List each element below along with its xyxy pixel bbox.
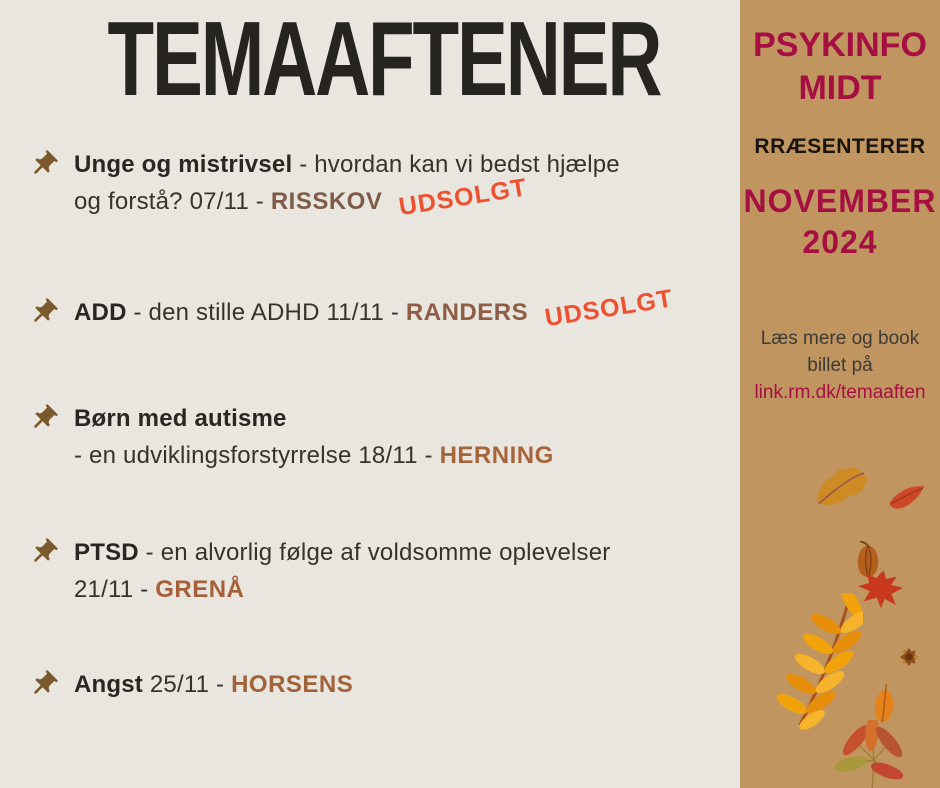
rowan-leaf xyxy=(768,593,863,736)
booking-line-2: billet på xyxy=(807,355,873,376)
small-orange-leaf xyxy=(869,683,900,730)
event-date: 21/11 - xyxy=(74,576,156,603)
sidebar xyxy=(740,0,940,788)
event-lead: PTSD xyxy=(74,539,139,566)
event-date: 25/11 - xyxy=(143,671,232,698)
event-line-1 xyxy=(74,400,554,437)
brand-name xyxy=(740,24,940,110)
page-title-text: TEMAAFTENER xyxy=(107,0,661,118)
pushpin-icon xyxy=(28,403,59,434)
page-title xyxy=(0,0,740,118)
brand-line-2: MIDT xyxy=(798,69,882,107)
pushpin-icon xyxy=(28,149,59,180)
event-lead: Børn med autisme xyxy=(74,405,287,432)
event-line-1 xyxy=(74,534,610,571)
pushpin-icon xyxy=(28,537,59,568)
sold-out-badge: UDSOLGT xyxy=(543,284,676,333)
event-item-angst xyxy=(28,666,353,703)
event-text xyxy=(74,400,554,474)
event-location: HORSENS xyxy=(231,671,354,698)
event-line-1 xyxy=(74,666,353,703)
event-line-2 xyxy=(74,173,620,222)
event-line-2 xyxy=(74,571,610,608)
event-date: og forstå? 07/11 - xyxy=(74,188,271,215)
month-line-1: NOVEMBER xyxy=(743,183,937,219)
event-location: GRENÅ xyxy=(155,576,245,603)
event-item-add xyxy=(28,284,676,333)
oak-leaf xyxy=(807,458,878,519)
event-lead: ADD xyxy=(74,299,127,326)
month-label xyxy=(740,181,940,263)
month-line-2: 2024 xyxy=(802,224,878,260)
maple-leaf xyxy=(852,564,907,617)
event-description: - en udviklingsforstyrrelse 18/11 - xyxy=(74,442,440,469)
booking-line-1: Læs mere og book xyxy=(760,328,920,349)
event-line-2 xyxy=(74,437,554,474)
event-text xyxy=(74,666,353,703)
creeper-leaf xyxy=(828,720,913,788)
sold-out-badge: UDSOLGT xyxy=(397,173,530,222)
event-lead: Unge og mistrivsel xyxy=(74,151,293,178)
event-description: - den stille ADHD 11/11 - xyxy=(126,299,406,326)
pushpin-icon xyxy=(28,297,59,328)
event-line-1 xyxy=(74,284,676,333)
booking-link[interactable]: link.rm.dk/temaaften xyxy=(754,382,926,403)
star-anise-icon xyxy=(892,640,926,679)
event-text xyxy=(74,534,610,608)
event-item-born-med-autisme xyxy=(28,400,554,474)
event-location: RANDERS xyxy=(405,299,529,326)
pushpin-icon xyxy=(28,669,59,700)
event-description: - hvordan kan vi bedst hjælpe xyxy=(292,151,620,178)
event-location: HERNING xyxy=(439,442,554,469)
event-description: - en alvorlig følge af voldsomme oplevelser xyxy=(138,539,611,566)
brand-line-1: PSYKINFO xyxy=(753,26,927,64)
event-location: RISSKOV xyxy=(270,188,383,215)
event-lead: Angst xyxy=(74,671,143,698)
event-item-unge-og-mistrivsel xyxy=(28,146,620,220)
presents-label: RRÆSENTERER xyxy=(754,135,926,158)
small-red-leaf xyxy=(886,480,927,520)
event-text xyxy=(74,284,676,333)
event-text xyxy=(74,146,620,220)
booking-info xyxy=(740,325,940,406)
event-line-1 xyxy=(74,146,620,183)
physalis-pod xyxy=(853,541,883,584)
event-item-ptsd xyxy=(28,534,610,608)
